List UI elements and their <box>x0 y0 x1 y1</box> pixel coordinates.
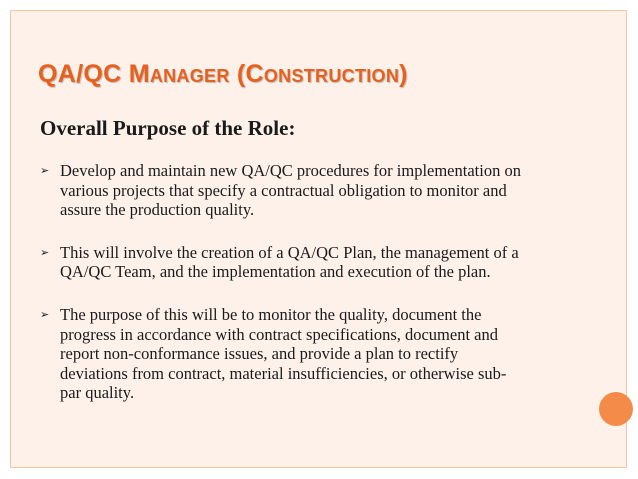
bullet-item <box>40 243 612 282</box>
bullet-list <box>40 161 612 426</box>
arrowhead-bullet-icon: ➢ <box>40 245 50 259</box>
bullet-line: assure the production quality. <box>60 200 255 220</box>
bullet-line: deviations from contract, material insufficiencies, or otherwise sub- <box>60 363 507 383</box>
bullet-line: report non-conformance issues, and provide a plan to rectify <box>60 344 459 364</box>
arrowhead-bullet-icon: ➢ <box>40 164 50 177</box>
bullet-item <box>40 305 612 403</box>
bullet-item <box>40 161 612 220</box>
bullet-line: QA/QC Team, and the implementation and execution of the plan. <box>60 262 491 282</box>
bullet-line: par quality. <box>60 383 135 403</box>
bullet-line: progress in accordance with contract specifications, document and <box>60 324 498 344</box>
bullet-line: The purpose of this will be to monitor the quality, document the <box>60 304 482 324</box>
decorative-circle <box>599 392 633 426</box>
slide-title: QA/QC Manager (Construction) <box>38 60 408 88</box>
bullet-line: Develop and maintain new QA/QC procedures for implementation on <box>60 161 521 180</box>
arrowhead-bullet-icon: ➢ <box>40 307 50 321</box>
bullet-line: This will involve the creation of a QA/QC Plan, the management of a <box>60 242 519 262</box>
bullet-line: various projects that specify a contractual obligation to monitor and <box>60 180 507 200</box>
section-heading: Overall Purpose of the Role: <box>40 116 296 140</box>
